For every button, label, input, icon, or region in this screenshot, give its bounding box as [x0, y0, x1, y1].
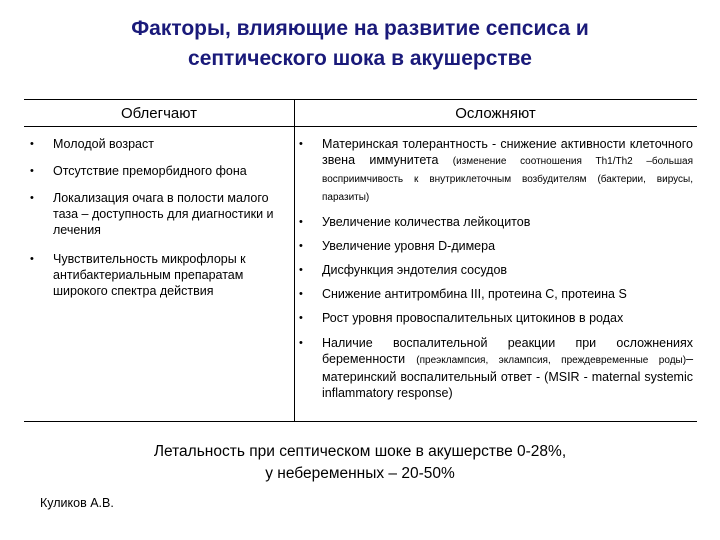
- bullet-icon: •: [299, 138, 303, 150]
- slide-title: [0, 14, 720, 74]
- list-item-text: Материнская толерантность - снижение активности клеточного звена иммунитета: [322, 137, 693, 167]
- list-item-text: Увеличение количества лейкоцитов: [322, 215, 531, 229]
- list-item: [297, 286, 693, 302]
- list-item: [297, 335, 693, 401]
- list-item: [28, 163, 290, 179]
- table-header-row: [24, 100, 697, 127]
- list-item: [297, 214, 693, 230]
- bullet-icon: •: [299, 216, 303, 228]
- bullet-icon: •: [299, 264, 303, 276]
- slide-title-line2: септического шока в акушерстве: [188, 47, 532, 70]
- header-complicating: Осложняют: [455, 105, 536, 122]
- mortality-line1: Летальность при септическом шоке в акушерстве 0-28%,: [153, 443, 567, 460]
- bullet-icon: •: [30, 165, 34, 177]
- list-item: [28, 190, 290, 238]
- list-item: [28, 136, 290, 152]
- bullet-icon: •: [30, 138, 34, 150]
- bullet-icon: •: [299, 312, 303, 324]
- mortality-summary: [0, 441, 720, 485]
- list-item-note: (преэклампсия, эклампсия, преждевременные роды): [416, 355, 687, 366]
- bullet-icon: •: [30, 192, 34, 204]
- complicating-list: [297, 136, 693, 401]
- slide-title-line1: Факторы, влияющие на развитие сепсиса и: [131, 17, 589, 40]
- list-item-text: Снижение антитромбина III, протеина С, протеина S: [322, 287, 627, 301]
- list-item: [297, 136, 693, 206]
- list-item: [28, 251, 290, 299]
- bullet-icon: •: [299, 240, 303, 252]
- list-item: [297, 262, 693, 278]
- facilitating-list: [28, 136, 290, 310]
- mortality-line2: у небеременных – 20-50%: [265, 465, 455, 482]
- list-item: [297, 310, 693, 326]
- bullet-icon: •: [299, 288, 303, 300]
- bullet-icon: •: [30, 253, 34, 265]
- list-item-text: Отсутствие преморбидного фона: [53, 164, 247, 178]
- header-facilitating: Облегчают: [120, 105, 198, 122]
- list-item-text: Рост уровня провоспалительных цитокинов в родах: [322, 311, 624, 325]
- list-item-text: Локализация очага в полости малого таза – доступность для диагностики и лечения: [53, 191, 274, 237]
- bullet-icon: •: [299, 337, 303, 349]
- author-credit: Куликов А.В.: [40, 496, 114, 510]
- list-item-text-tail: –материнский воспалительный ответ - (MSIR - maternal systemic inflammatory response): [322, 352, 694, 400]
- list-item-text: Чувствительность микрофлоры к антибактериальным препаратам широкого спектра действия: [53, 252, 246, 298]
- list-item-text: Дисфункция эндотелия сосудов: [322, 263, 508, 277]
- list-item: [297, 238, 693, 254]
- list-item-text: Увеличение уровня D-димера: [322, 239, 496, 253]
- factors-table: [24, 99, 697, 422]
- list-item-text: Молодой возраст: [53, 137, 154, 151]
- list-item-note: (изменение соотношения Th1/Th2 –большая восприимчивость к внутриклеточным возбудителям (бактерии, вирусы, паразиты): [322, 156, 693, 203]
- column-divider: [294, 100, 295, 421]
- list-item-text: Наличие воспалительной реакции при осложнениях беременности: [322, 336, 693, 366]
